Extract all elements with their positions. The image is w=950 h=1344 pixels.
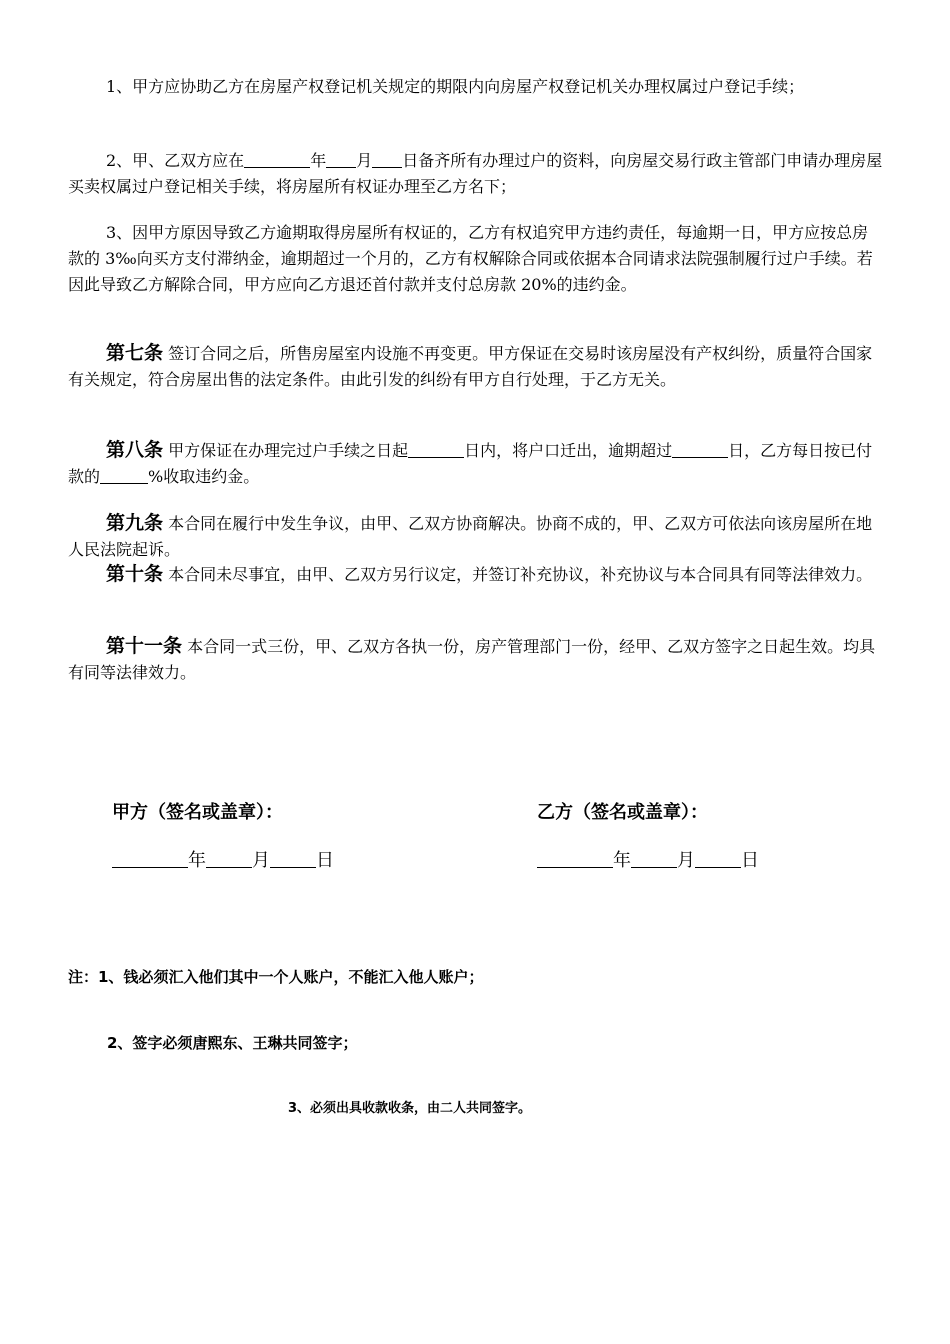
blank-month <box>326 150 356 168</box>
date-year-label: 年 <box>613 850 631 871</box>
clause-text: 2、甲、乙双方应在 <box>106 151 245 170</box>
clause-late-penalty-text: 3、因甲方原因导致乙方逾期取得房屋所有权证的，乙方有权追究甲方违约责任，每逾期一日，甲方应按总房款的 3‰向买方支付滞纳金，逾期超过一个月的，乙方有权解除合同或依据本合同请求法院强制履行过户手续。若因此导致乙方解除合同，甲方应向乙方退还首付款并支付总房款 20%的违约金。 <box>68 223 873 294</box>
note-2: 2、签字必须唐熙东、王琳共同签字； <box>107 1034 358 1052</box>
article-9-title: 第九条 <box>106 512 164 534</box>
article-7-title: 第七条 <box>106 342 164 364</box>
date-year-label: 年 <box>188 850 206 871</box>
blank-year <box>244 150 310 168</box>
date-day-label: 日 <box>316 850 334 871</box>
date-day-label: 日 <box>741 850 759 871</box>
date-month-label: 月 <box>252 850 270 871</box>
clause-text: 月 <box>356 151 373 170</box>
party-a-signature-label: 甲方（签名或盖章）： <box>112 802 283 823</box>
article-11-text: 本合同一式三份，甲、乙双方各执一份，房产管理部门一份，经甲、乙双方签字之日起生效。均具有同等法律效力。 <box>68 637 876 682</box>
party-b-date <box>537 847 759 874</box>
party-a-date <box>112 847 334 874</box>
clause-text: 年 <box>310 151 327 170</box>
blank-day <box>372 150 402 168</box>
blank-year <box>112 847 188 868</box>
blank-day <box>270 847 316 868</box>
article-text: %收取违约金。 <box>148 467 260 486</box>
clause-transfer-assist-text: 1、甲方应协助乙方在房屋产权登记机关规定的期限内向房屋产权登记机关办理权属过户登记手续； <box>106 77 805 96</box>
blank-month <box>631 847 677 868</box>
blank-year <box>537 847 613 868</box>
article-text: 日，乙方每日按已付款的 <box>68 441 873 486</box>
article-11-title: 第十一条 <box>106 635 183 657</box>
article-9 <box>68 510 883 563</box>
article-text: 日内，将户口迁出，逾期超过 <box>464 441 673 460</box>
clause-late-penalty <box>68 220 883 298</box>
clause-transfer-deadline <box>68 148 883 200</box>
note-1: 注：1、钱必须汇入他们其中一个人账户，不能汇入他人账户； <box>68 968 484 986</box>
article-text: 甲方保证在办理完过户手续之日起 <box>168 441 409 460</box>
blank-percent <box>100 466 148 484</box>
blank-day <box>695 847 741 868</box>
article-7 <box>68 340 883 393</box>
clause-transfer-assist <box>68 74 883 100</box>
article-8-title: 第八条 <box>106 439 164 461</box>
party-b-signature-label: 乙方（签名或盖章）： <box>537 802 708 823</box>
blank-days-over <box>672 440 728 458</box>
article-7-text: 签订合同之后，所售房屋室内设施不再变更。甲方保证在交易时该房屋没有产权纠纷，质量符合国家有关规定，符合房屋出售的法定条件。由此引发的纠纷有甲方自行处理，于乙方无关。 <box>68 344 873 389</box>
article-8 <box>68 437 883 490</box>
date-month-label: 月 <box>677 850 695 871</box>
article-10 <box>68 561 883 588</box>
article-9-text: 本合同在履行中发生争议，由甲、乙双方协商解决。协商不成的，甲、乙双方可依法向该房屋所在地人民法院起诉。 <box>68 514 873 559</box>
blank-month <box>206 847 252 868</box>
clause-text: 日备齐所有办理过户的资料，向房屋交易行政主管部门申请办理房屋买卖权属过户登记相关手续，将房屋所有权证办理至乙方名下； <box>68 151 883 196</box>
note-3: 3、必须出具收款收条，由二人共同签字。 <box>288 1101 532 1116</box>
blank-days-out <box>408 440 464 458</box>
article-11 <box>68 633 883 686</box>
article-10-text: 本合同未尽事宜，由甲、乙双方另行议定，并签订补充协议，补充协议与本合同具有同等法律效力。 <box>168 565 873 584</box>
article-10-title: 第十条 <box>106 563 164 585</box>
